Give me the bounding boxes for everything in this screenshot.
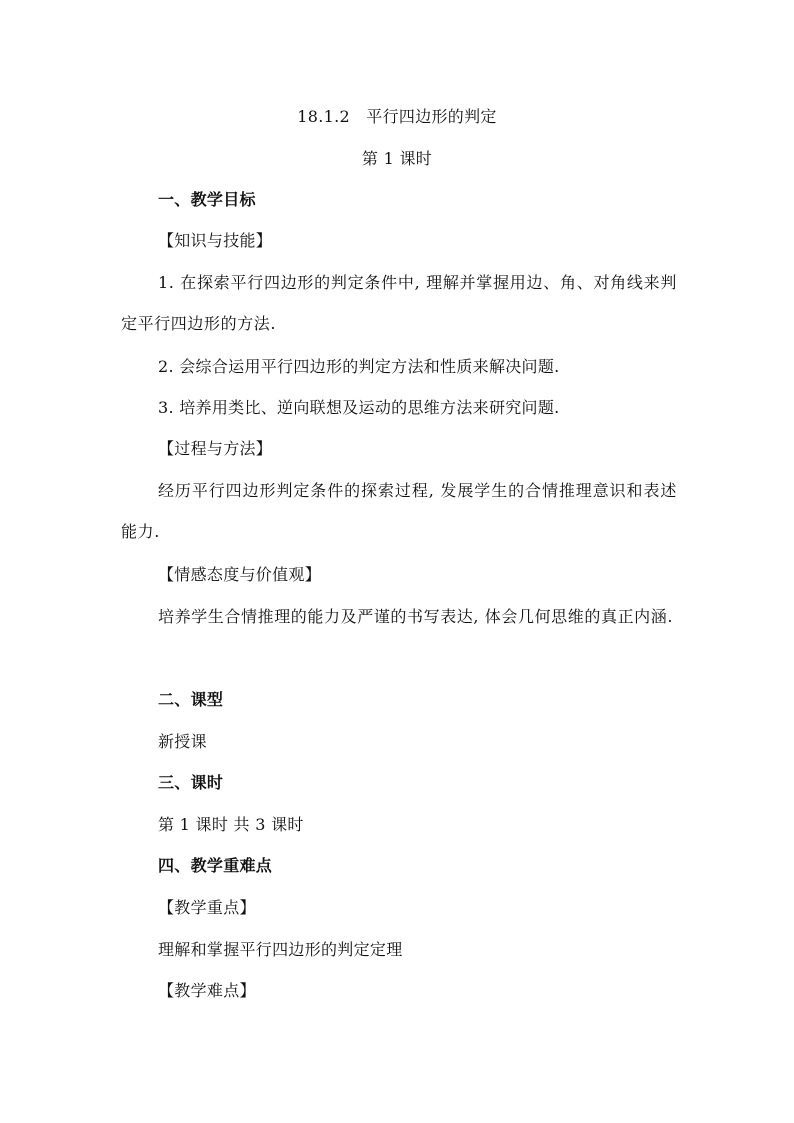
knowledge-item-3: 3. 培养用类比、逆向联想及运动的思维方法来研究问题.: [158, 398, 560, 417]
knowledge-item-2: 2. 会综合运用平行四边形的判定方法和性质来解决问题.: [158, 357, 560, 376]
section-heading-periods: 三、课时: [158, 773, 224, 792]
section-heading-objectives: 一、教学目标: [158, 190, 256, 209]
subheading-knowledge: 【知识与技能】: [158, 231, 273, 250]
periods-text: 第 1 课时 共 3 课时: [158, 815, 304, 834]
lesson-type-text: 新授课: [158, 732, 207, 751]
key-point-text: 理解和掌握平行四边形的判定定理: [158, 940, 403, 959]
document-title: 18.1.2 平行四边形的判定: [297, 107, 497, 126]
subheading-difficulty: 【教学难点】: [158, 981, 256, 1000]
subheading-key-point: 【教学重点】: [158, 898, 256, 917]
subheading-emotion: 【情感态度与价值观】: [158, 565, 322, 584]
section-heading-key-points: 四、教学重难点: [158, 856, 273, 875]
knowledge-item-1: 1. 在探索平行四边形的判定条件中, 理解并掌握用边、角、对角线来判定平行四边形的方法.: [121, 273, 677, 333]
emotion-text: 培养学生合情推理的能力及严谨的书写表达, 体会几何思维的真正内涵.: [158, 607, 674, 626]
process-text: 经历平行四边形判定条件的探索过程, 发展学生的合情推理意识和表述能力.: [121, 481, 677, 541]
subheading-process: 【过程与方法】: [158, 439, 273, 458]
document-subtitle: 第 1 课时: [361, 149, 433, 168]
section-heading-lesson-type: 二、课型: [158, 690, 224, 709]
